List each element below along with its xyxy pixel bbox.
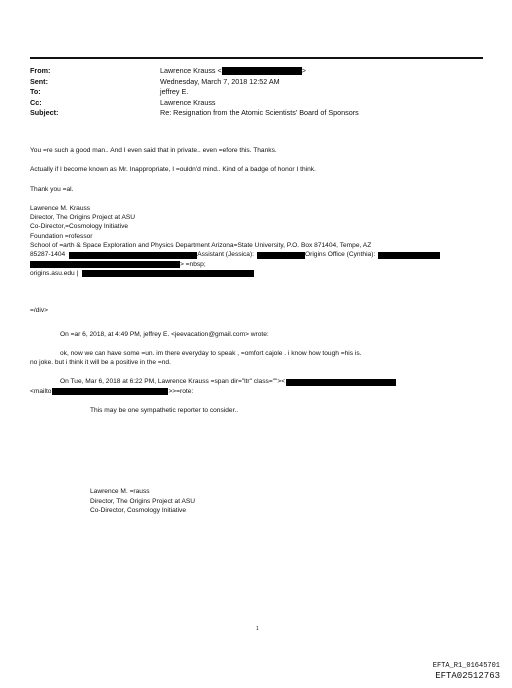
from-row (30, 66, 490, 77)
signature2-title-2: Co-Director, Cosmology Initiative (90, 506, 187, 514)
from-label: From: (30, 66, 51, 75)
to-label: To: (30, 87, 41, 97)
redaction-block (286, 379, 396, 386)
signature-assistant: Assistant (Jessica): (197, 251, 254, 259)
signature-nbsp: > =nbsp; (180, 260, 206, 268)
sent-row (30, 77, 490, 88)
sent-value: Wednesday, March 7, 2018 12:52 AM (160, 76, 280, 86)
cc-value: Lawrence Krauss (160, 97, 216, 107)
sent-label: Sent: (30, 76, 48, 86)
signature-zip: 85287-1404 (30, 251, 66, 259)
redaction-block (82, 270, 254, 277)
signature-website-line (30, 269, 490, 278)
footer-id-1: EFTA_R1_01645701 (432, 662, 500, 670)
quote2-body: This may be one sympathetic reporter to consider.. (90, 407, 239, 415)
quote1-line-1: ok, now we can have some =un. im there everyday to speak , =omfort cajole . i know how tough =his is. (60, 349, 362, 357)
redaction-block (222, 67, 302, 75)
quote1-line-2: no joke. but i think it will be a positive in the =nd. (30, 359, 171, 367)
quote2-mailto-line (30, 387, 490, 396)
signature-origins-office: Origins Office (Cynthia): (305, 251, 376, 259)
signature2-name: Lawrence M. =rauss (90, 488, 150, 496)
div-close-text: =/div> (30, 307, 48, 315)
signature-name: Lawrence M. Krauss (30, 204, 91, 212)
redaction-block (257, 252, 305, 259)
page-number: 1 (256, 626, 259, 632)
signature-address-1: School of =arth & Space Exploration and Physics Department Arizona=State University, P.O. Box 871404, Tempe, AZ (30, 242, 372, 250)
quote2-mailto: <mailto (30, 387, 52, 395)
subject-row (30, 108, 490, 119)
signature2-title-1: Director, The Origins Project at ASU (90, 497, 196, 505)
signature-title-2: Co-Director,=Cosmology Initiative (30, 223, 129, 231)
quote2-rote: >>=rote: (168, 387, 194, 395)
cc-label: Cc: (30, 97, 42, 107)
footer-id-2: EFTA02512763 (435, 671, 500, 681)
quote1-header: On =ar 6, 2018, at 4:49 PM, jeffrey E. <jeevacation@gmail.com> wrote: (60, 330, 269, 338)
from-suffix: > (301, 66, 306, 75)
signature-title-1: Director, The Origins Project at ASU (30, 214, 136, 222)
redaction-block (69, 252, 197, 259)
quote2-header-line (30, 377, 490, 386)
email-header (30, 66, 490, 119)
subject-label: Subject: (30, 108, 59, 118)
redaction-block (378, 252, 440, 259)
redaction-block (30, 261, 180, 268)
email-body (30, 146, 490, 515)
from-value: Lawrence Krauss < (160, 66, 222, 75)
signature-title-3: Foundation =rofessor (30, 232, 93, 240)
header-rule (30, 57, 483, 59)
redaction-block (52, 388, 168, 395)
body-paragraph-2: Actually if I become known as Mr. Inappropriate, I =ouldn'd mind.. Kind of a badge of honor I think. (30, 166, 316, 174)
cc-row (30, 98, 490, 109)
body-paragraph-1: You =re such a good man.. And I even said that in private.. even =efore this. Thanks. (30, 147, 277, 154)
to-row (30, 87, 490, 98)
body-paragraph-3: Thank you =al. (30, 185, 74, 193)
footer-ids (433, 662, 500, 681)
subject-value: Re: Resignation from the Atomic Scientists' Board of Sponsors (160, 108, 359, 118)
signature-website: origins.asu.edu | (30, 269, 79, 277)
to-value: jeffrey E. (160, 87, 189, 97)
signature-nbsp-line (30, 260, 490, 269)
quote2-header: On Tue, Mar 6, 2018 at 6:22 PM, Lawrence Krauss =span dir="ltr" class="">< (60, 378, 286, 386)
signature-address-2 (30, 250, 490, 259)
